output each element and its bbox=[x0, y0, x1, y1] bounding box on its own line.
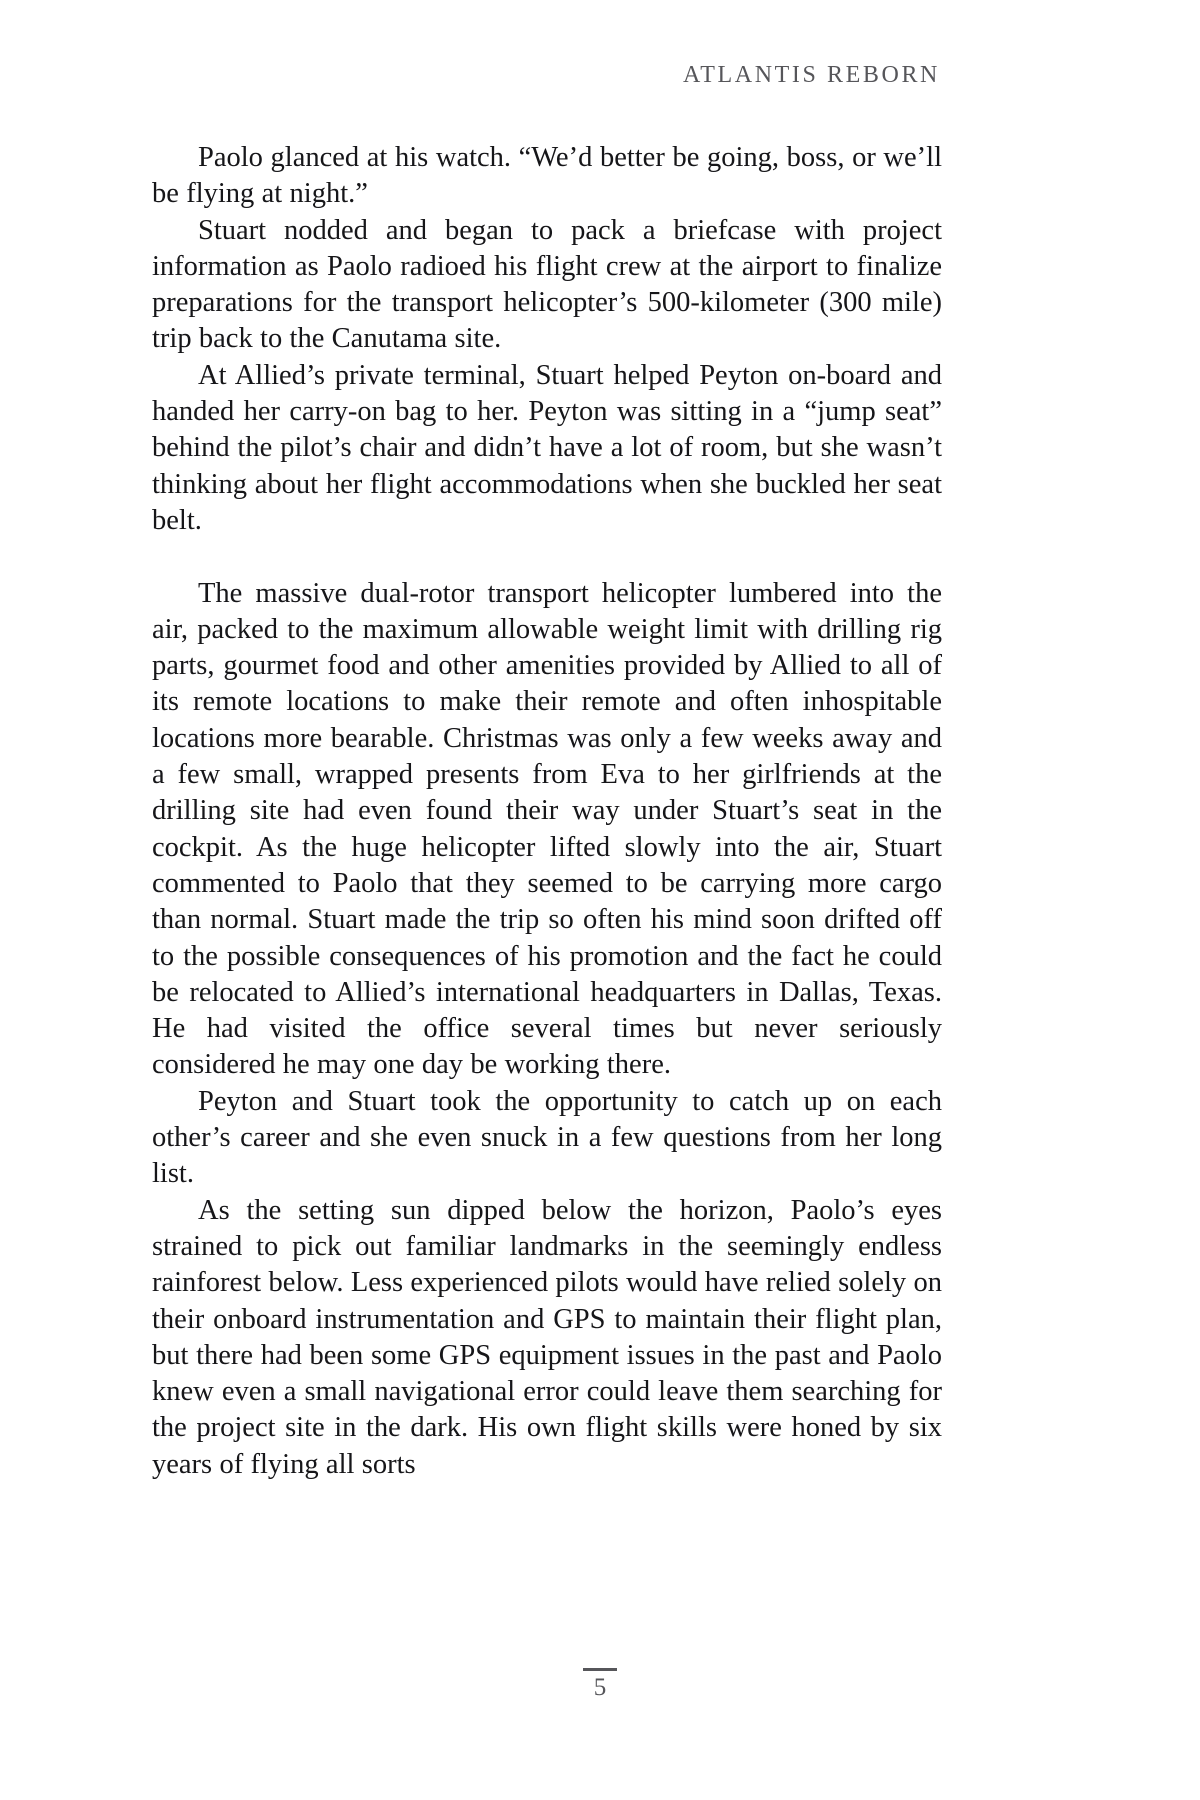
running-head: ATLANTIS REBORN bbox=[682, 62, 940, 88]
page-number: 5 bbox=[593, 1674, 607, 1701]
paragraph: Stuart nodded and began to pack a briefcase with project information as Paolo radioed his flight crew at the airport to finalize preparations for the transport helicopter’s 500-kilometer (300 mile) trip back to the Canutama site. bbox=[152, 214, 942, 355]
paragraph: The massive dual-rotor transport helicopter lumbered into the air, packed to the maximum allowable weight limit with drilling rig parts, gourmet food and other amenities provided by Allied to all of its remote locations to make their remote and often inhospitable locations more bearable. Christmas was only a few weeks away and a few small, wrapped presents from Eva to her girlfriends at the drilling site had even found their way under Stuart’s seat in the cockpit. As the huge helicopter lifted slowly into the air, Stuart commented to Paolo that they seemed to be carrying more cargo than normal. Stuart made the trip so often his mind soon drifted off to the possible consequences of his promotion and the fact he could be relocated to Allied’s international headquarters in Dallas, Texas. He had visited the office several times but never seriously considered he may one day be working there. bbox=[152, 577, 942, 1081]
body-text-block bbox=[152, 140, 942, 1483]
paragraph: At Allied’s private terminal, Stuart helped Peyton on-board and handed her carry-on bag to her. Peyton was sitting in a “jump seat” behind the pilot’s chair and didn’t have a lot of room, but she wasn’t thinking about her flight accommodations when she buckled her seat belt. bbox=[152, 359, 942, 536]
folio-rule bbox=[583, 1668, 617, 1671]
paragraph: Paolo glanced at his watch. “We’d better be going, boss, or we’ll be flying at night.” bbox=[152, 142, 942, 210]
folio bbox=[0, 1668, 1200, 1702]
paragraph: As the setting sun dipped below the horizon, Paolo’s eyes strained to pick out familiar landmarks in the seemingly endless rainforest below. Less experienced pilots would have relied solely on their onboard instrumentation and GPS to maintain their flight plan, but there had been some GPS equipment issues in the past and Paolo knew even a small navigational error could leave them searching for the project site in the dark. His own flight skills were honed by six years of flying all sorts bbox=[152, 1194, 942, 1480]
paragraph: Peyton and Stuart took the opportunity to catch up on each other’s career and she even snuck in a few questions from her long list. bbox=[152, 1085, 942, 1190]
